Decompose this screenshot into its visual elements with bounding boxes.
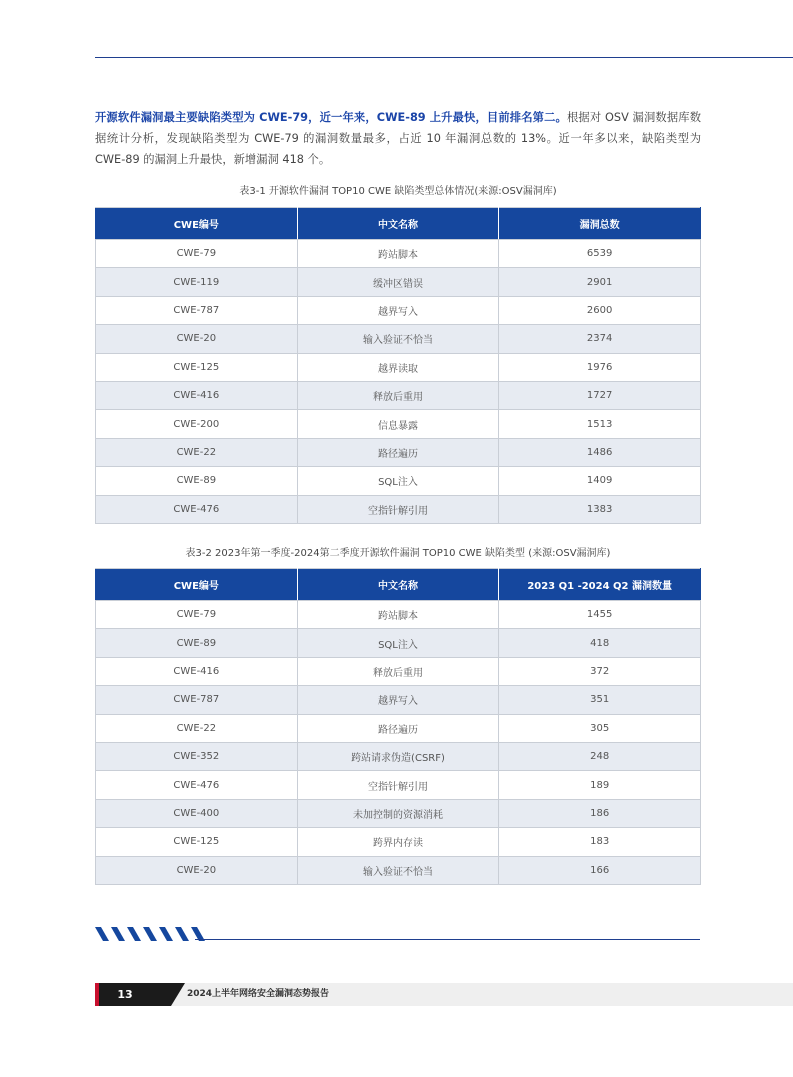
table2-row (96, 714, 701, 742)
chinese-name-cell: 释放后重用 (297, 657, 499, 685)
intro-body: 根据对 OSV 漏洞数据库数据统计分析，发现缺陷类型为 CWE-79 的漏洞数量最多，占近 10 年漏洞总数的 13%。近一年多以来，缺陷类型为 CWE-89 的漏洞上升最快，新增漏洞 418 个。 (95, 111, 701, 166)
table2-row (96, 856, 701, 884)
intro-lead: 开源软件漏洞最主要缺陷类型为 CWE-79，近一年来，CWE-89 上升最快，目前排名第二。 (95, 111, 567, 124)
cwe-id-cell: CWE-79 (96, 601, 298, 629)
cwe-id-cell: CWE-125 (96, 353, 298, 381)
table1-row (96, 381, 701, 409)
table2-caption: 表3-2 2023年第一季度-2024第二季度开源软件漏洞 TOP10 CWE 缺陷类型 (来源:OSV漏洞库) (185, 548, 611, 559)
count-cell: 305 (499, 714, 701, 742)
table1-row (96, 240, 701, 268)
cwe-id-cell: CWE-200 (96, 410, 298, 438)
chinese-name-cell: 空指针解引用 (297, 495, 499, 523)
page-number: 13 (117, 988, 133, 1001)
chinese-name-cell: 越界写入 (297, 686, 499, 714)
count-cell: 6539 (499, 240, 701, 268)
count-cell: 1513 (499, 410, 701, 438)
cwe-id-cell: CWE-20 (96, 325, 298, 353)
chinese-name-cell: 释放后重用 (297, 381, 499, 409)
count-cell: 1455 (499, 601, 701, 629)
chinese-name-cell: 跨界内存读 (297, 828, 499, 856)
count-cell: 1383 (499, 495, 701, 523)
count-cell: 351 (499, 686, 701, 714)
chinese-name-cell: 越界写入 (297, 296, 499, 324)
table1-row (96, 325, 701, 353)
table1-row (96, 353, 701, 381)
table2-header-name: 中文名称 (297, 569, 499, 601)
table1-row (96, 467, 701, 495)
table1-header-name: 中文名称 (297, 208, 499, 240)
table2-row (96, 742, 701, 770)
count-cell: 2901 (499, 268, 701, 296)
cwe-id-cell: CWE-476 (96, 495, 298, 523)
chinese-name-cell: SQL注入 (297, 467, 499, 495)
chinese-name-cell: 输入验证不恰当 (297, 856, 499, 884)
cwe-id-cell: CWE-787 (96, 686, 298, 714)
cwe-id-cell: CWE-416 (96, 657, 298, 685)
cwe-id-cell: CWE-787 (96, 296, 298, 324)
cwe-id-cell: CWE-79 (96, 240, 298, 268)
table1-row (96, 410, 701, 438)
count-cell: 1976 (499, 353, 701, 381)
table2-row (96, 629, 701, 657)
table1-header-cwe: CWE编号 (96, 208, 298, 240)
table2-row (96, 657, 701, 685)
chinese-name-cell: 输入验证不恰当 (297, 325, 499, 353)
cwe-id-cell: CWE-416 (96, 381, 298, 409)
count-cell: 166 (499, 856, 701, 884)
cwe-id-cell: CWE-352 (96, 742, 298, 770)
table1-row (96, 438, 701, 466)
cwe-id-cell: CWE-22 (96, 438, 298, 466)
cwe-id-cell: CWE-400 (96, 799, 298, 827)
table2 (95, 568, 701, 885)
count-cell: 2600 (499, 296, 701, 324)
cwe-id-cell: CWE-125 (96, 828, 298, 856)
table1-row (96, 495, 701, 523)
table2-row (96, 799, 701, 827)
chinese-name-cell: 跨站脚本 (297, 601, 499, 629)
table1-header-count: 漏洞总数 (499, 208, 701, 240)
table1-row (96, 268, 701, 296)
cwe-id-cell: CWE-476 (96, 771, 298, 799)
table2-header-row (96, 569, 701, 601)
count-cell: 1486 (499, 438, 701, 466)
chinese-name-cell: 路径遍历 (297, 714, 499, 742)
table1-caption: 表3-1 开源软件漏洞 TOP10 CWE 缺陷类型总体情况(来源:OSV漏洞库) (239, 186, 557, 197)
chinese-name-cell: 未加控制的资源消耗 (297, 799, 499, 827)
table2-row (96, 771, 701, 799)
count-cell: 2374 (499, 325, 701, 353)
decoration-rule (195, 939, 700, 940)
chinese-name-cell: 信息暴露 (297, 410, 499, 438)
count-cell: 183 (499, 828, 701, 856)
intro-paragraph (95, 107, 701, 170)
table1-header-row (96, 208, 701, 240)
header-rule (95, 57, 793, 58)
table2-row (96, 828, 701, 856)
count-cell: 248 (499, 742, 701, 770)
table1-row (96, 296, 701, 324)
footer-report-title: 2024上半年网络安全漏洞态势报告 (187, 989, 330, 999)
count-cell: 186 (499, 799, 701, 827)
count-cell: 189 (499, 771, 701, 799)
table2-row (96, 686, 701, 714)
chinese-name-cell: 空指针解引用 (297, 771, 499, 799)
cwe-id-cell: CWE-89 (96, 629, 298, 657)
chinese-name-cell: 路径遍历 (297, 438, 499, 466)
chinese-name-cell: SQL注入 (297, 629, 499, 657)
cwe-id-cell: CWE-119 (96, 268, 298, 296)
chinese-name-cell: 跨站脚本 (297, 240, 499, 268)
chinese-name-cell: 跨站请求伪造(CSRF) (297, 742, 499, 770)
count-cell: 418 (499, 629, 701, 657)
count-cell: 1409 (499, 467, 701, 495)
count-cell: 372 (499, 657, 701, 685)
table1 (95, 207, 701, 524)
table2-header-count: 2023 Q1 -2024 Q2 漏洞数量 (499, 569, 701, 601)
cwe-id-cell: CWE-20 (96, 856, 298, 884)
chinese-name-cell: 缓冲区错误 (297, 268, 499, 296)
cwe-id-cell: CWE-22 (96, 714, 298, 742)
cwe-id-cell: CWE-89 (96, 467, 298, 495)
count-cell: 1727 (499, 381, 701, 409)
table2-header-cwe: CWE编号 (96, 569, 298, 601)
table2-row (96, 601, 701, 629)
chinese-name-cell: 越界读取 (297, 353, 499, 381)
